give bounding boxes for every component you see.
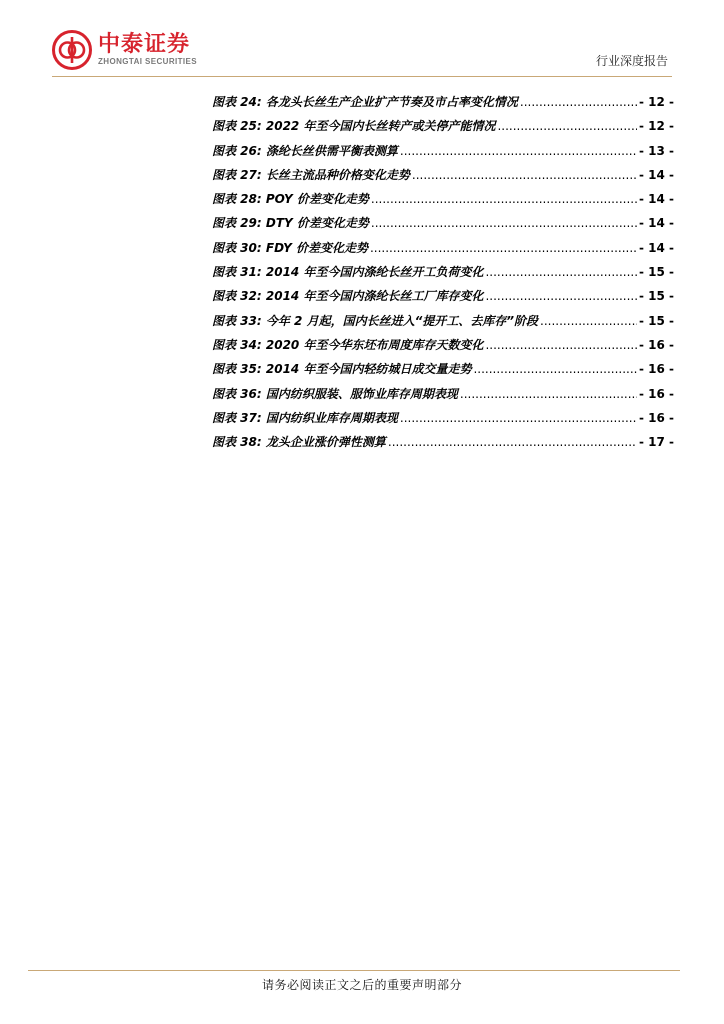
- logo-english-name: ZHONGTAI SECURITIES: [98, 57, 198, 66]
- toc-entry-title: 2014 年至今国内涤纶长丝开工负荷变化: [265, 265, 484, 280]
- toc-entry-title: POY 价差变化走势: [265, 192, 369, 207]
- toc-entry-label: 图表 32:: [212, 289, 262, 304]
- toc-dot-leader: [485, 338, 637, 352]
- toc-entry[interactable]: [212, 360, 674, 384]
- toc-dot-leader: [497, 119, 637, 133]
- footer-disclaimer: 请务必阅读正文之后的重要声明部分: [261, 978, 462, 992]
- toc-dot-leader: [540, 314, 637, 328]
- toc-entry-page: - 14 -: [638, 192, 674, 207]
- report-type-label: 行业深度报告: [595, 54, 668, 68]
- toc-entry-label: 图表 34:: [212, 337, 262, 352]
- toc-entry-label: 图表 26:: [212, 143, 262, 158]
- toc-entry-title: 国内纺织服装、服饰业库存周期表现: [265, 386, 458, 401]
- toc-dot-leader: [388, 435, 637, 449]
- toc-entry[interactable]: [212, 93, 674, 117]
- toc-entry-label: 图表 25:: [212, 119, 262, 134]
- toc-entry-label: 图表 36:: [212, 386, 262, 401]
- footer-divider: [28, 970, 680, 971]
- toc-entry-page: - 16 -: [638, 410, 674, 425]
- logo-chinese-name: 中泰证券: [98, 32, 191, 57]
- toc-entry-label: 图表 35:: [212, 362, 262, 377]
- toc-dot-leader: [473, 362, 637, 376]
- toc-entry-label: 图表 27:: [212, 167, 262, 182]
- toc-entry-page: - 17 -: [638, 435, 674, 450]
- toc-entry-page: - 16 -: [638, 386, 674, 401]
- toc-entry-label: 图表 33:: [212, 313, 262, 328]
- toc-entry-page: - 14 -: [638, 216, 674, 231]
- toc-entry-title: 国内纺织业库存周期表现: [265, 410, 398, 425]
- toc-entry-page: - 15 -: [638, 265, 674, 280]
- toc-entry-title: 2014 年至今国内轻纺城日成交量走势: [265, 362, 472, 377]
- toc-entry[interactable]: [212, 166, 674, 190]
- toc-entry-label: 图表 38:: [212, 435, 262, 450]
- toc-entry[interactable]: [212, 409, 674, 433]
- toc-entry-title: FDY 价差变化走势: [265, 240, 368, 255]
- toc-dot-leader: [485, 289, 637, 303]
- toc-entry-title: 涤纶长丝供需平衡表测算: [265, 143, 398, 158]
- toc-dot-leader: [371, 216, 637, 230]
- toc-entry-title: 长丝主流品种价格变化走势: [265, 167, 410, 182]
- header-divider: [52, 76, 672, 77]
- toc-entry[interactable]: [212, 239, 674, 263]
- toc-dot-leader: [412, 168, 637, 182]
- zhongtai-logo-icon: [52, 30, 92, 70]
- toc-entry-title: DTY 价差变化走势: [265, 216, 369, 231]
- toc-dot-leader: [485, 265, 637, 279]
- toc-entry-title: 各龙头长丝生产企业扩产节奏及市占率变化情况: [265, 95, 518, 109]
- toc-entry-title: 2014 年至今国内涤纶长丝工厂库存变化: [265, 289, 484, 304]
- toc-entry-label: 图表 24:: [212, 95, 262, 109]
- toc-entry-page: - 15 -: [638, 289, 674, 304]
- toc-entry-title: 龙头企业涨价弹性测算: [265, 435, 386, 450]
- toc-entry-label: 图表 37:: [212, 410, 262, 425]
- table-of-figures: [212, 93, 674, 457]
- toc-dot-leader: [370, 241, 637, 255]
- toc-entry-label: 图表 31:: [212, 265, 262, 280]
- toc-entry[interactable]: [212, 214, 674, 238]
- toc-dot-leader: [400, 411, 637, 425]
- toc-entry[interactable]: [212, 336, 674, 360]
- company-logo: [52, 30, 197, 70]
- toc-entry-label: 图表 29:: [212, 216, 262, 231]
- toc-entry[interactable]: [212, 433, 674, 457]
- page-header: [0, 0, 724, 80]
- toc-entry[interactable]: [212, 263, 674, 287]
- toc-entry-page: - 16 -: [638, 362, 674, 377]
- toc-entry-page: - 12 -: [638, 119, 674, 134]
- toc-entry-label: 图表 28:: [212, 192, 262, 207]
- toc-dot-leader: [460, 387, 637, 401]
- toc-entry-page: - 16 -: [638, 337, 674, 352]
- toc-entry[interactable]: [212, 117, 674, 141]
- toc-dot-leader: [520, 95, 637, 109]
- toc-entry[interactable]: [212, 190, 674, 214]
- toc-entry-label: 图表 30:: [212, 240, 262, 255]
- toc-entry-page: - 14 -: [638, 167, 674, 182]
- toc-entry[interactable]: [212, 312, 674, 336]
- toc-entry-page: - 12 -: [638, 95, 674, 109]
- toc-entry[interactable]: [212, 287, 674, 311]
- toc-entry-page: - 13 -: [638, 143, 674, 158]
- toc-entry-page: - 15 -: [638, 313, 674, 328]
- toc-entry-title: 今年 2 月起，国内长丝进入“提开工、去库存”阶段: [265, 313, 539, 328]
- toc-dot-leader: [400, 144, 637, 158]
- toc-entry[interactable]: [212, 385, 674, 409]
- toc-entry-title: 2020 年至今华东坯布周度库存天数变化: [265, 337, 484, 352]
- toc-entry-title: 2022 年至今国内长丝转产或关停产能情况: [265, 119, 496, 134]
- toc-entry[interactable]: [212, 142, 674, 166]
- toc-dot-leader: [371, 192, 637, 206]
- toc-entry-page: - 14 -: [638, 240, 674, 255]
